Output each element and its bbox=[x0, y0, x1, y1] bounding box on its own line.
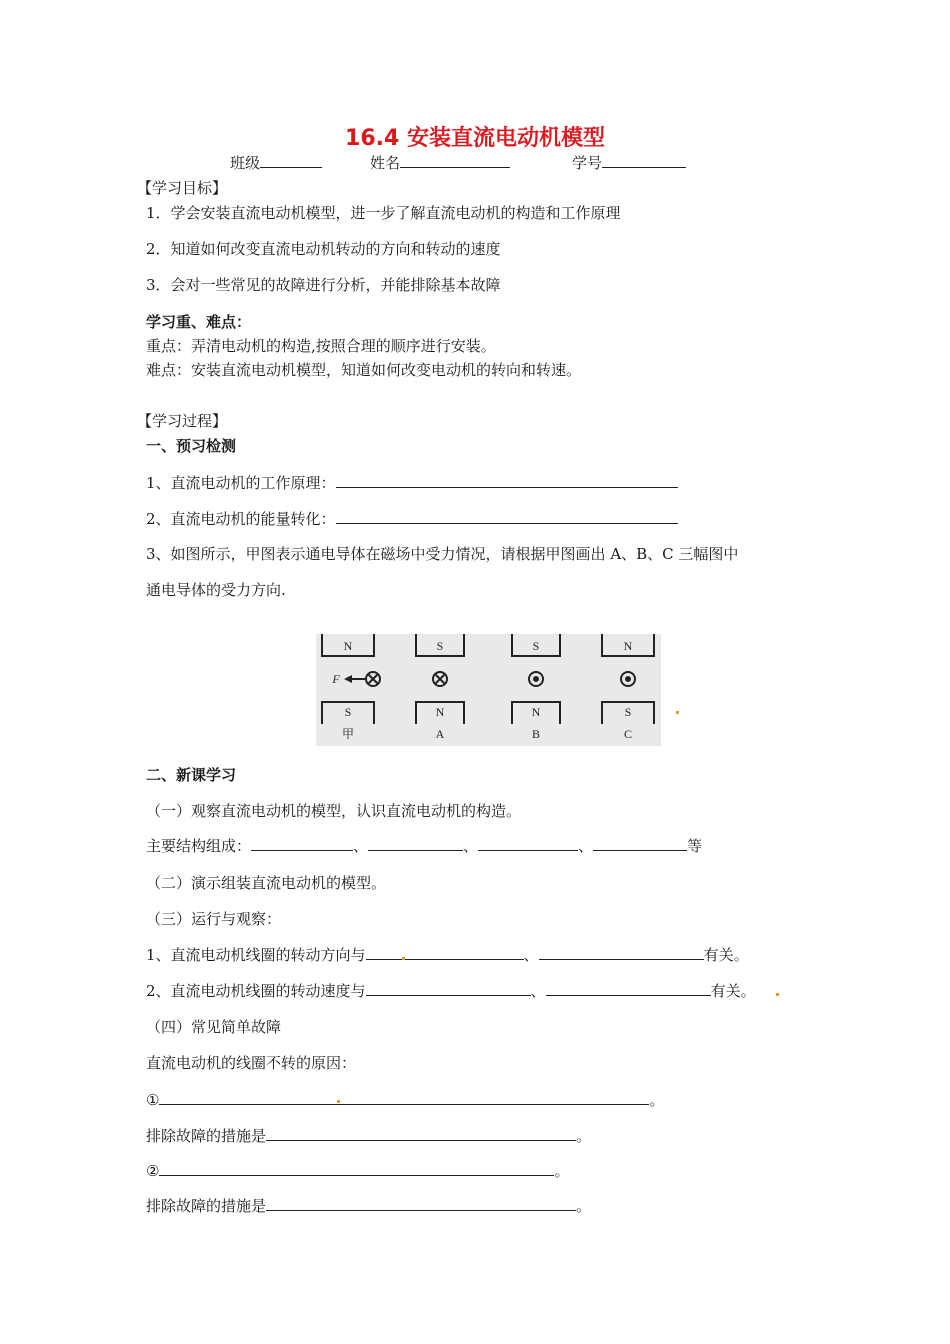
answer-blank[interactable] bbox=[366, 945, 524, 960]
figure-caption: 甲 bbox=[341, 727, 355, 741]
force-label: F bbox=[332, 672, 340, 686]
item-marker: ② bbox=[146, 1162, 160, 1180]
answer-blank[interactable] bbox=[336, 473, 678, 488]
answer-blank[interactable] bbox=[478, 836, 578, 851]
sub-section-2: （二）演示组装直流电动机的模型。 bbox=[146, 874, 387, 892]
pole-label: N bbox=[623, 639, 633, 653]
pole-label: S bbox=[532, 639, 540, 653]
objectives-heading: 【学习目标】 bbox=[137, 179, 228, 197]
figure-caption: A bbox=[435, 727, 445, 741]
answer-blank[interactable] bbox=[159, 1161, 554, 1176]
figure-caption: B bbox=[531, 727, 541, 741]
rotation-speed-line bbox=[146, 980, 756, 1001]
rotation-direction-line bbox=[146, 944, 749, 965]
magnet-figure-drawing bbox=[316, 634, 661, 746]
class-blank[interactable] bbox=[260, 153, 322, 168]
pole-label: N bbox=[343, 639, 353, 653]
period: 。 bbox=[576, 1197, 592, 1215]
answer-blank[interactable] bbox=[336, 509, 678, 524]
process-heading: 【学习过程】 bbox=[137, 412, 228, 430]
difficulty-text: 难点：安装直流电动机模型，知道如何改变电动机的转向和转速。 bbox=[146, 361, 582, 379]
answer-blank[interactable] bbox=[159, 1090, 649, 1105]
separator: 、 bbox=[463, 837, 479, 855]
pole-label: S bbox=[624, 705, 632, 719]
answer-blank[interactable] bbox=[366, 981, 531, 996]
sub-section-1: （一）观察直流电动机的模型，认识直流电动机的构造。 bbox=[146, 802, 522, 820]
section2-heading: 二、新课学习 bbox=[146, 766, 237, 784]
question-1 bbox=[146, 472, 678, 493]
period: 。 bbox=[649, 1091, 665, 1109]
separator: 、 bbox=[530, 982, 546, 1000]
separator: 、 bbox=[578, 837, 594, 855]
objective-item: 2．知道如何改变直流电动机转动的方向和转动的速度 bbox=[146, 240, 501, 258]
number-label: 学号 bbox=[572, 154, 603, 172]
name-field bbox=[370, 152, 510, 173]
pole-label: S bbox=[436, 639, 444, 653]
period: 。 bbox=[576, 1127, 592, 1145]
question-3-line2: 通电导体的受力方向. bbox=[146, 581, 286, 599]
separator: 、 bbox=[523, 946, 539, 964]
structure-line bbox=[146, 835, 702, 856]
answer-blank[interactable] bbox=[368, 836, 463, 851]
class-field bbox=[230, 152, 322, 173]
structure-label: 主要结构组成： bbox=[146, 837, 252, 855]
number-blank[interactable] bbox=[602, 153, 686, 168]
name-label: 姓名 bbox=[370, 154, 401, 172]
class-label: 班级 bbox=[230, 154, 261, 172]
figure-caption: C bbox=[623, 727, 633, 741]
key-point-text: 重点：弄清电动机的构造,按照合理的顺序进行安装。 bbox=[146, 337, 496, 355]
rotation-direction-end: 有关。 bbox=[703, 946, 749, 964]
key-points-heading: 学习重、难点： bbox=[146, 313, 252, 331]
name-blank[interactable] bbox=[400, 153, 510, 168]
rotation-direction-label: 1、直流电动机线圈的转动方向与 bbox=[146, 946, 366, 964]
page-title: 16.4 安装直流电动机模型 bbox=[345, 126, 605, 151]
answer-blank[interactable] bbox=[266, 1126, 576, 1141]
question-3-line1: 3、如图所示，甲图表示通电导体在磁场中受力情况，请根据甲图画出 A、B、C 三幅图中 bbox=[146, 545, 739, 563]
period: 。 bbox=[554, 1162, 570, 1180]
fix-1 bbox=[146, 1125, 591, 1146]
answer-blank[interactable] bbox=[266, 1196, 576, 1211]
pole-label: N bbox=[531, 705, 541, 719]
answer-blank[interactable] bbox=[593, 836, 687, 851]
sub-section-4: （四）常见简单故障 bbox=[146, 1018, 282, 1036]
pole-label: S bbox=[344, 705, 352, 719]
pole-label: N bbox=[435, 705, 445, 719]
question-2-label: 2、直流电动机的能量转化： bbox=[146, 510, 336, 528]
separator: 、 bbox=[353, 837, 369, 855]
rotation-speed-label: 2、直流电动机线圈的转动速度与 bbox=[146, 982, 366, 1000]
fault-item-1 bbox=[146, 1089, 664, 1110]
objective-item: 1．学会安装直流电动机模型，进一步了解直流电动机的构造和工作原理 bbox=[146, 204, 621, 222]
structure-end: 等 bbox=[687, 837, 703, 855]
section1-heading: 一、预习检测 bbox=[146, 437, 237, 455]
sub-section-3: （三）运行与观察： bbox=[146, 910, 282, 928]
fix-label: 排除故障的措施是 bbox=[146, 1127, 267, 1145]
fix-2 bbox=[146, 1195, 591, 1216]
question-1-label: 1、直流电动机的工作原理： bbox=[146, 474, 336, 492]
objective-item: 3．会对一些常见的故障进行分析，并能排除基本故障 bbox=[146, 276, 501, 294]
rotation-speed-end: 有关。 bbox=[710, 982, 756, 1000]
item-marker: ① bbox=[146, 1091, 160, 1109]
question-2 bbox=[146, 508, 678, 529]
fault-question: 直流电动机的线圈不转的原因： bbox=[146, 1054, 357, 1072]
fault-item-2 bbox=[146, 1160, 569, 1181]
number-field bbox=[572, 152, 686, 173]
answer-blank[interactable] bbox=[546, 981, 711, 996]
fix-label: 排除故障的措施是 bbox=[146, 1197, 267, 1215]
magnet-figure bbox=[316, 634, 661, 746]
answer-blank[interactable] bbox=[251, 836, 353, 851]
answer-blank[interactable] bbox=[539, 945, 704, 960]
